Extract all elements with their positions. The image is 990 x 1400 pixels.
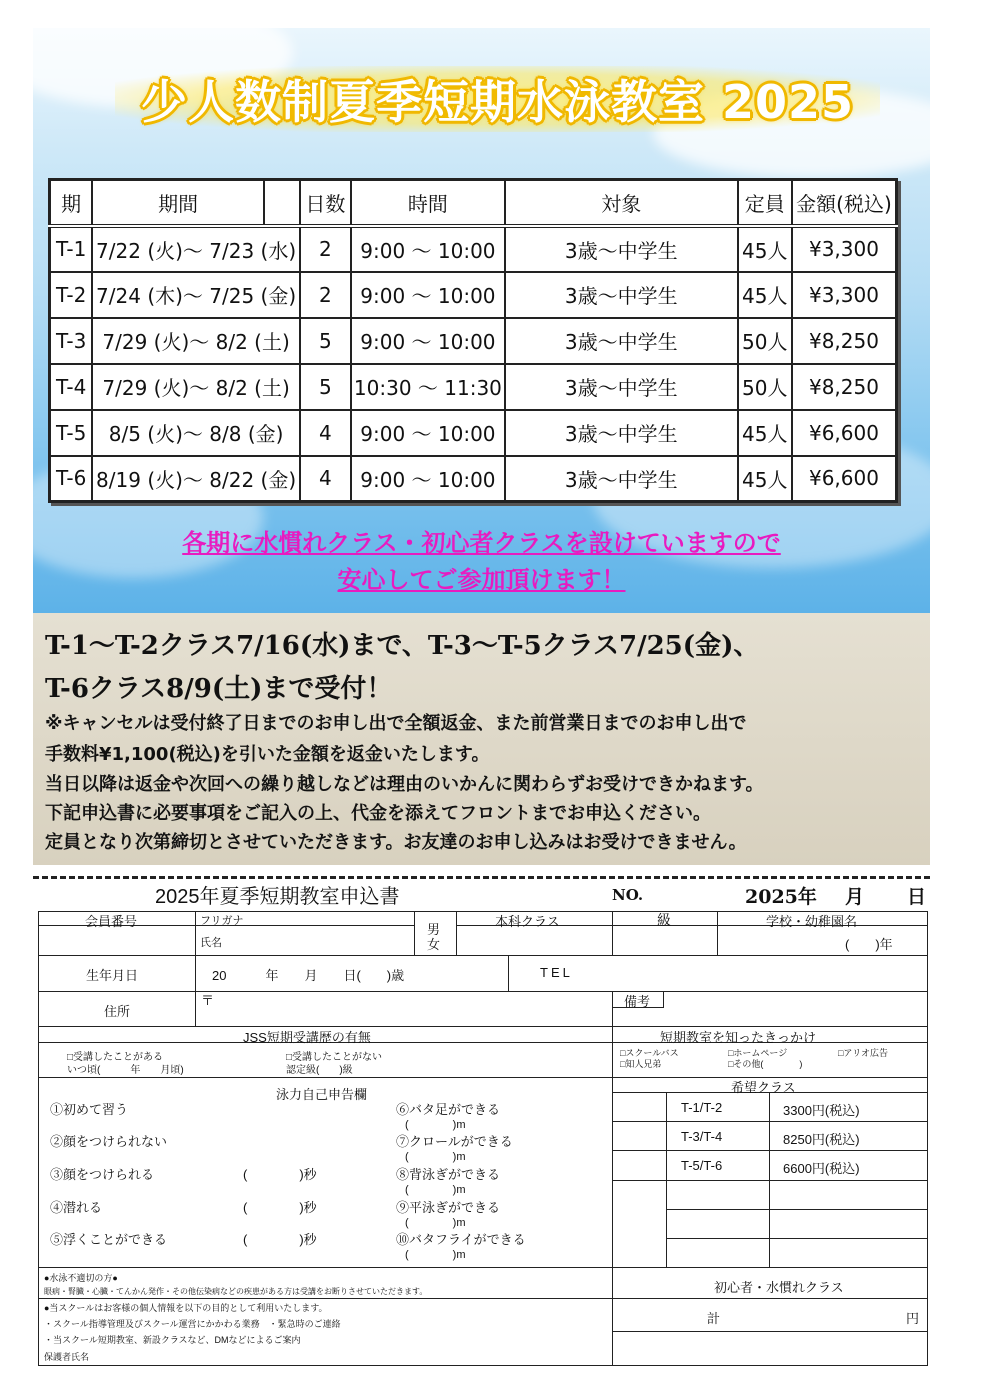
total-label: 計 <box>707 1311 721 1326</box>
period-cell: 7/22 (火)～ 7/23 (水) <box>92 226 300 272</box>
days-cell: 5 <box>300 364 351 410</box>
capacity-cell: 45人 <box>738 410 792 456</box>
info-section <box>33 613 930 865</box>
self-item-label[interactable]: ⑤浮くことができる <box>50 1232 168 1247</box>
trigger-homepage[interactable]: □ホームページ <box>728 1048 788 1058</box>
term-cell: T-3 <box>50 318 93 364</box>
capacity-cell: 45人 <box>738 226 792 272</box>
fee-cell: ¥8,250 <box>792 364 897 410</box>
self-item-unit: ( )m <box>405 1184 466 1196</box>
term-cell: T-4 <box>50 364 93 410</box>
history-yes-checkbox[interactable]: □受講したことがある <box>67 1052 164 1063</box>
fee-cell: ¥6,600 <box>792 456 897 502</box>
divider <box>414 911 415 955</box>
divider <box>508 955 509 991</box>
member-no-label: 会員番号 <box>85 914 138 929</box>
capacity-cell: 45人 <box>738 272 792 318</box>
time-cell: 9:00 ～ 10:00 <box>351 456 505 502</box>
days-cell: 5 <box>300 318 351 364</box>
self-item-label[interactable]: ⑥バタ足ができる <box>396 1102 501 1117</box>
school-year-label: ( )年 <box>845 937 893 952</box>
wish-class-checkbox[interactable] <box>613 1122 665 1149</box>
divider <box>38 991 928 992</box>
gender-male-label: 男 <box>427 922 441 937</box>
divider <box>612 911 613 955</box>
guardian-name-label: 保護者氏名 <box>44 1352 90 1362</box>
wish-class-name: T-1/T-2 <box>681 1100 723 1115</box>
col-time-header: 時間 <box>351 180 505 226</box>
history-grade: 認定級( )級 <box>286 1065 353 1076</box>
divider <box>612 1331 928 1332</box>
beginner-class-label: 初心者・水慣れクラス <box>714 1280 844 1295</box>
col-days-header: 日数 <box>300 180 351 226</box>
wish-class-fee: 3300円(税込) <box>783 1103 860 1118</box>
target-cell: 3歳～中学生 <box>505 272 738 318</box>
time-cell: 9:00 ～ 10:00 <box>351 226 505 272</box>
class-note-line2: 安心してご参加頂けます！ <box>337 565 626 594</box>
postal-mark[interactable]: 〒 <box>201 993 215 1008</box>
self-item-unit: ( )m <box>405 1249 466 1261</box>
notice-line: 下記申込書に必要事項をご記入の上、代金を添えてフロントまでお申込ください。 <box>45 803 711 824</box>
self-assessment-title: 泳力自己申告欄 <box>276 1087 368 1102</box>
capacity-cell: 45人 <box>738 456 792 502</box>
period-cell: 7/29 (火)～ 8/2 (土) <box>92 318 300 364</box>
remarks-label: 備考 <box>624 994 651 1009</box>
self-item-label[interactable]: ④潜れる <box>50 1200 103 1215</box>
time-cell: 9:00 ～ 10:00 <box>351 318 505 364</box>
self-item-unit: ( )秒 <box>243 1167 317 1182</box>
fee-cell: ¥3,300 <box>792 272 897 318</box>
self-item-unit: ( )秒 <box>243 1232 317 1247</box>
wish-class-checkbox[interactable] <box>613 1093 665 1120</box>
days-cell: 4 <box>300 456 351 502</box>
furigana-label: フリガナ <box>200 915 244 927</box>
wish-class-checkbox[interactable] <box>613 1151 665 1178</box>
gender-female-label: 女 <box>427 937 441 952</box>
trigger-title: 短期教室を知ったきっかけ <box>660 1030 817 1045</box>
term-cell: T-6 <box>50 456 93 502</box>
period-cell: 7/24 (木)～ 7/25 (金) <box>92 272 300 318</box>
deadline-line1: T-1～T-2クラス7/16(水)まで、T-3～T-5クラス7/25(金)、 <box>45 631 760 661</box>
days-cell: 2 <box>300 272 351 318</box>
main-class-field[interactable] <box>457 926 612 955</box>
self-item-label[interactable]: ⑨平泳ぎができる <box>396 1200 501 1215</box>
trigger-other[interactable]: □その他( ) <box>728 1059 803 1069</box>
self-item-label[interactable]: ①初めて習う <box>50 1102 129 1117</box>
notice-line: 定員となり次第締切とさせていただきます。お友達のお申し込みはお受けできません。 <box>45 832 747 853</box>
history-no-checkbox[interactable]: □受講したことがない <box>286 1052 383 1063</box>
self-item-label[interactable]: ⑩バタフライができる <box>396 1232 526 1247</box>
name-label: 氏名 <box>200 937 222 949</box>
divider <box>666 1209 928 1210</box>
fee-cell: ¥3,300 <box>792 226 897 272</box>
col-target-header: 対象 <box>505 180 738 226</box>
total-yen-label: 円 <box>906 1311 920 1326</box>
self-item-unit: ( )m <box>405 1217 466 1229</box>
self-item-label[interactable]: ③顔をつけられる <box>50 1167 155 1182</box>
history-title: JSS短期受講歴の有無 <box>243 1030 371 1045</box>
self-item-unit: ( )m <box>405 1119 466 1131</box>
birthday-label: 生年月日 <box>86 968 139 983</box>
schedule-header-row <box>50 180 897 226</box>
capacity-cell: 50人 <box>738 318 792 364</box>
target-cell: 3歳～中学生 <box>505 318 738 364</box>
guardian-name-field[interactable] <box>110 1346 610 1364</box>
period-cell: 7/29 (火)～ 8/2 (土) <box>92 364 300 410</box>
col-blank-header <box>264 180 300 226</box>
capacity-cell: 50人 <box>738 364 792 410</box>
period-cell: 8/5 (火)～ 8/8 (金) <box>92 410 300 456</box>
schedule-table <box>48 178 898 503</box>
col-term-header: 期 <box>50 180 93 226</box>
self-item-unit: ( )m <box>405 1151 466 1163</box>
divider <box>717 911 718 955</box>
hero-banner <box>33 28 930 613</box>
wish-class-fee: 6600円(税込) <box>783 1161 860 1176</box>
target-cell: 3歳～中学生 <box>505 410 738 456</box>
divider <box>666 1238 928 1239</box>
period-cell: 8/19 (火)～ 8/22 (金) <box>92 456 300 502</box>
divider <box>612 1298 928 1299</box>
form-title: 2025年夏季短期教室申込書 <box>155 886 400 908</box>
trigger-ario-ad[interactable]: □アリオ広告 <box>838 1048 888 1058</box>
days-cell: 4 <box>300 410 351 456</box>
wish-class-name: T-3/T-4 <box>681 1129 723 1144</box>
member-no-field[interactable] <box>39 926 195 955</box>
divider <box>195 955 196 991</box>
form-day: 日 <box>907 886 927 908</box>
form-month: 月 <box>845 886 865 908</box>
schedule-row <box>50 318 897 364</box>
time-cell: 9:00 ～ 10:00 <box>351 272 505 318</box>
privacy-title: ●当スクールはお客様の個人情報を以下の目的として利用いたします。 <box>44 1303 328 1313</box>
divider <box>612 1180 928 1181</box>
schedule-row <box>50 364 897 410</box>
birthday-field[interactable]: 20 年 月 日( )歳 <box>212 968 405 983</box>
wish-class-name: T-5/T-6 <box>681 1158 723 1173</box>
trigger-school-bus[interactable]: □スクールバス <box>620 1048 679 1058</box>
divider <box>612 1026 613 1366</box>
health-text: 眼病・腎臓・心臓・てんかん発作・その他伝染病などの疾患がある方は受講をお断りさせていただきます。 <box>44 1287 428 1296</box>
divider <box>195 991 196 1026</box>
col-period-header: 期間 <box>92 180 264 226</box>
divider <box>38 955 928 956</box>
history-when: いつ頃( 年 月頃) <box>67 1065 184 1076</box>
name-field[interactable] <box>196 926 414 955</box>
health-title: ●水泳不適切の方● <box>44 1273 118 1283</box>
fee-cell: ¥8,250 <box>792 318 897 364</box>
form-year: 2025年 <box>745 886 817 908</box>
notice-line: 当日以降は返金や次回への繰り越しなどは理由のいかんに関わらずお受けできかねます。 <box>45 774 764 795</box>
col-capacity-header: 定員 <box>738 180 792 226</box>
schedule-row <box>50 456 897 502</box>
term-cell: T-2 <box>50 272 93 318</box>
wish-class-fee: 8250円(税込) <box>783 1132 860 1147</box>
self-item-unit: ( )秒 <box>243 1200 317 1215</box>
tel-label: TEL <box>540 965 573 980</box>
school-label: 学校・幼稚園名 <box>766 914 858 929</box>
trigger-friend[interactable]: □知人兄弟 <box>620 1059 662 1069</box>
privacy-purpose-2: ・当スクール短期教室、新設クラスなど、DMなどによるご案内 <box>44 1335 301 1345</box>
time-cell: 10:30 ～ 11:30 <box>351 364 505 410</box>
target-cell: 3歳～中学生 <box>505 226 738 272</box>
main-class-label: 本科クラス <box>495 914 560 929</box>
target-cell: 3歳～中学生 <box>505 364 738 410</box>
class-note-line1: 各期に水慣れクラス・初心者クラスを設けていますので <box>182 528 781 557</box>
total-field[interactable] <box>730 1300 900 1328</box>
form-number-label: NO. <box>612 886 644 904</box>
cut-line <box>33 876 930 879</box>
target-cell: 3歳～中学生 <box>505 456 738 502</box>
main-title: 少人数制夏季短期水泳教室 2025 <box>115 66 880 132</box>
grade-label: 級 <box>657 912 671 928</box>
notice-line: 手数料¥1,100(税込)を引いた金額を返金いたします。 <box>45 744 490 765</box>
divider <box>612 1267 928 1268</box>
fee-cell: ¥6,600 <box>792 410 897 456</box>
divider <box>38 1267 612 1268</box>
schedule-row <box>50 272 897 318</box>
privacy-purpose-1: ・スクール指導管理及びスクール運営にかかわる業務 ・緊急時のご連絡 <box>44 1319 341 1329</box>
schedule-row <box>50 226 897 272</box>
divider <box>38 1298 612 1299</box>
self-item-label[interactable]: ⑦クロールができる <box>396 1134 513 1149</box>
schedule-row <box>50 410 897 456</box>
term-cell: T-5 <box>50 410 93 456</box>
col-fee-header: 金額(税込) <box>792 180 897 226</box>
self-item-label[interactable]: ②顔をつけられない <box>50 1134 168 1149</box>
wish-class-title: 希望クラス <box>731 1080 796 1095</box>
days-cell: 2 <box>300 226 351 272</box>
notice-line: ※キャンセルは受付終了日までのお申し出で全額返金、また前営業日までのお申し出で <box>45 713 747 734</box>
time-cell: 9:00 ～ 10:00 <box>351 410 505 456</box>
address-label: 住所 <box>104 1004 131 1019</box>
deadline-line2: T-6クラス8/9(土)まで受付！ <box>45 674 393 704</box>
term-cell: T-1 <box>50 226 93 272</box>
self-item-label[interactable]: ⑧背泳ぎができる <box>396 1167 501 1182</box>
